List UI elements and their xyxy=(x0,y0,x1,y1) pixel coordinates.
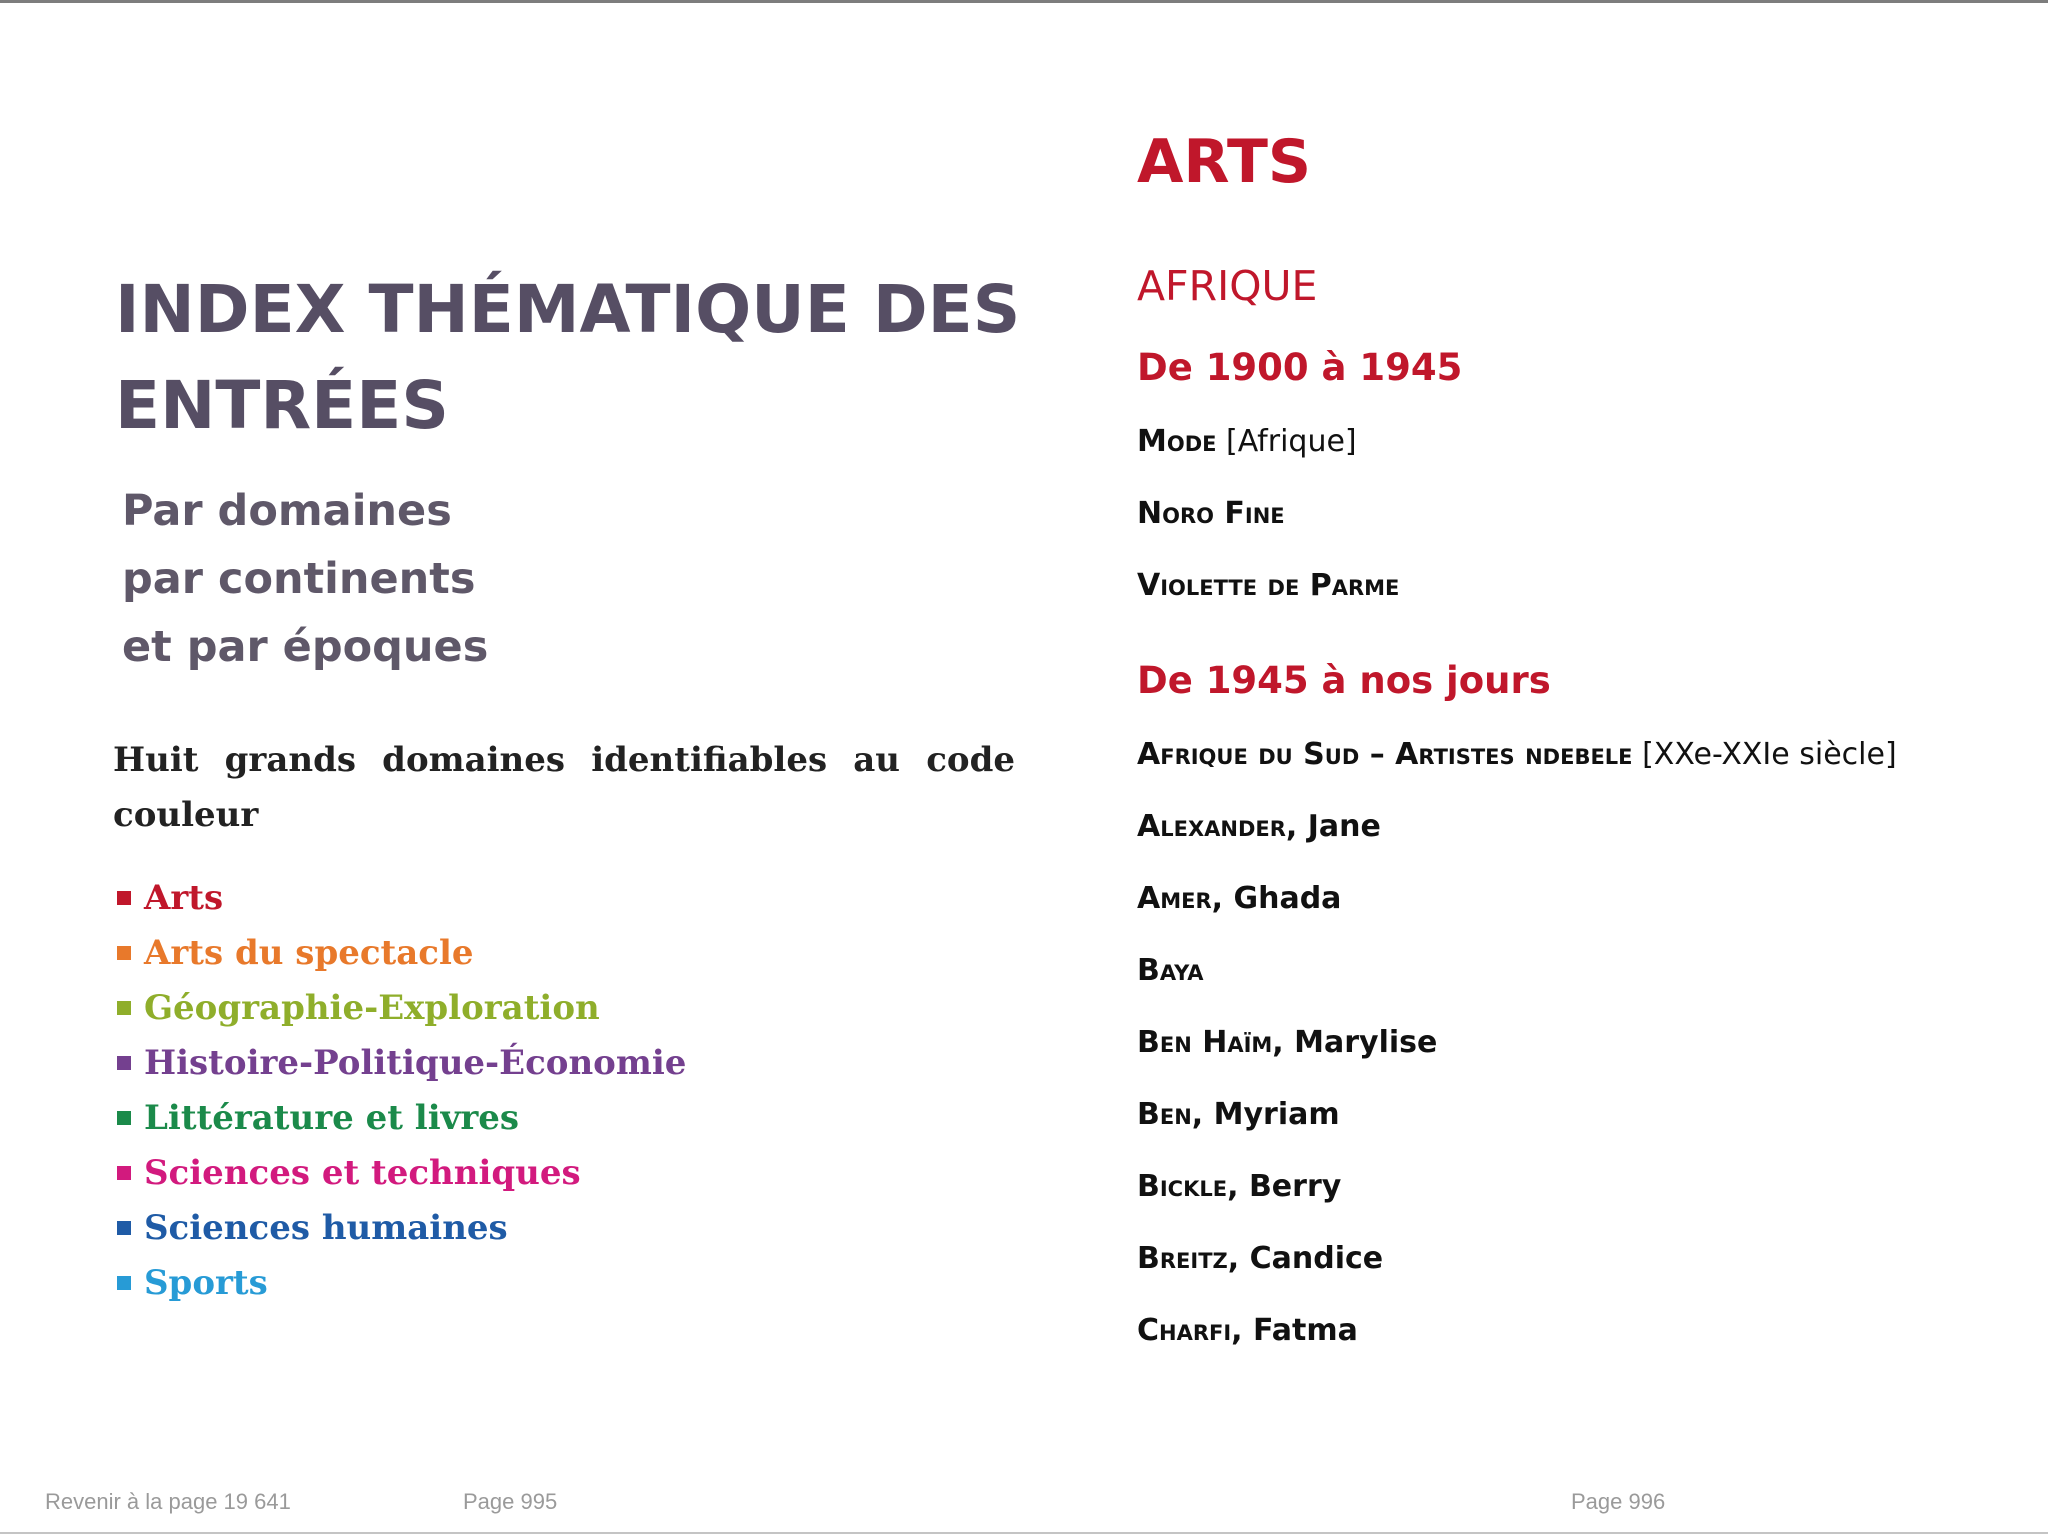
square-bullet-icon xyxy=(117,1056,131,1070)
entry-name: Violette de Parme xyxy=(1137,568,1400,603)
section-title: ARTS xyxy=(1137,127,1312,197)
domain-label: Histoire-Politique-Économie xyxy=(144,1042,687,1083)
entry-first: Fatma xyxy=(1242,1313,1358,1348)
entry-list xyxy=(1137,406,1399,622)
entry-name: Amer, xyxy=(1137,881,1224,916)
domain-label: Géographie-Exploration xyxy=(144,987,600,1028)
entry-first: Candice xyxy=(1239,1241,1384,1276)
index-entry[interactable] xyxy=(1137,863,1897,935)
entry-list xyxy=(1137,719,1897,1367)
entry-first: Myriam xyxy=(1203,1097,1340,1132)
domain-item[interactable] xyxy=(117,1035,686,1090)
domain-label: Sciences et techniques xyxy=(144,1152,581,1193)
square-bullet-icon xyxy=(117,946,131,960)
index-entry[interactable] xyxy=(1137,1223,1897,1295)
index-entry[interactable] xyxy=(1137,550,1399,622)
entry-first: Ghada xyxy=(1223,881,1342,916)
square-bullet-icon xyxy=(117,1276,131,1290)
entry-name: Ben, xyxy=(1137,1097,1204,1132)
index-entry[interactable] xyxy=(1137,478,1399,550)
domain-item[interactable] xyxy=(117,925,686,980)
index-title: INDEX THÉMATIQUE DES ENTRÉES xyxy=(115,271,1021,444)
domain-label: Littérature et livres xyxy=(144,1097,520,1138)
entry-name: Bickle, xyxy=(1137,1169,1239,1204)
index-entry[interactable] xyxy=(1137,1151,1897,1223)
right-page xyxy=(1100,0,2040,1470)
index-entry[interactable] xyxy=(1137,1007,1897,1079)
domain-label: Sports xyxy=(144,1262,268,1303)
right-page-number: Page 996 xyxy=(1571,1489,1666,1514)
square-bullet-icon xyxy=(117,1221,131,1235)
domain-item[interactable] xyxy=(117,1200,686,1255)
index-entry[interactable] xyxy=(1137,1295,1897,1367)
back-to-page-link[interactable]: Revenir à la page 19 641 xyxy=(45,1489,291,1514)
index-subtitle xyxy=(122,477,488,681)
intro-text: Huit grands domaines identifiables au code couleur xyxy=(113,740,1015,835)
entry-first: Berry xyxy=(1238,1169,1342,1204)
subtitle-line: et par époques xyxy=(122,622,489,672)
entry-note: [Afrique] xyxy=(1216,424,1357,459)
subtitle-line: Par domaines xyxy=(122,486,452,536)
entry-name: Charfi, xyxy=(1137,1313,1243,1348)
domain-list xyxy=(117,870,686,1310)
entry-first: Marylise xyxy=(1283,1025,1438,1060)
continent-heading: AFRIQUE xyxy=(1137,262,1318,310)
domain-item[interactable] xyxy=(117,1090,686,1145)
period-heading: De 1945 à nos jours xyxy=(1137,659,1551,702)
domain-label: Arts du spectacle xyxy=(144,932,474,973)
square-bullet-icon xyxy=(117,891,131,905)
index-entry[interactable] xyxy=(1137,406,1399,478)
bottom-border xyxy=(0,1532,2048,1534)
entry-name: Mode xyxy=(1137,424,1217,459)
left-page xyxy=(0,0,1060,1470)
entry-name: Breitz, xyxy=(1137,1241,1240,1276)
domain-label: Sciences humaines xyxy=(144,1207,508,1248)
domain-item[interactable] xyxy=(117,980,686,1035)
period-heading: De 1900 à 1945 xyxy=(1137,346,1463,389)
square-bullet-icon xyxy=(117,1166,131,1180)
subtitle-line: par continents xyxy=(122,554,476,604)
entry-name: Noro Fine xyxy=(1137,496,1285,531)
index-entry[interactable] xyxy=(1137,1079,1897,1151)
domain-item[interactable] xyxy=(117,1255,686,1310)
entry-first: Jane xyxy=(1297,809,1381,844)
index-entry[interactable] xyxy=(1137,935,1897,1007)
entry-name: Afrique du Sud – Artistes ndebele xyxy=(1137,737,1633,772)
index-entry[interactable] xyxy=(1137,719,1897,791)
entry-name: Baya xyxy=(1137,953,1204,988)
entry-note: [XXe-XXIe siècle] xyxy=(1632,737,1897,772)
square-bullet-icon xyxy=(117,1001,131,1015)
domain-label: Arts xyxy=(144,877,224,918)
square-bullet-icon xyxy=(117,1111,131,1125)
left-page-number: Page 995 xyxy=(463,1489,558,1514)
domain-item[interactable] xyxy=(117,1145,686,1200)
entry-name: Alexander, xyxy=(1137,809,1298,844)
index-entry[interactable] xyxy=(1137,791,1897,863)
entry-name: Ben Haïm, xyxy=(1137,1025,1284,1060)
domain-item[interactable] xyxy=(117,870,686,925)
